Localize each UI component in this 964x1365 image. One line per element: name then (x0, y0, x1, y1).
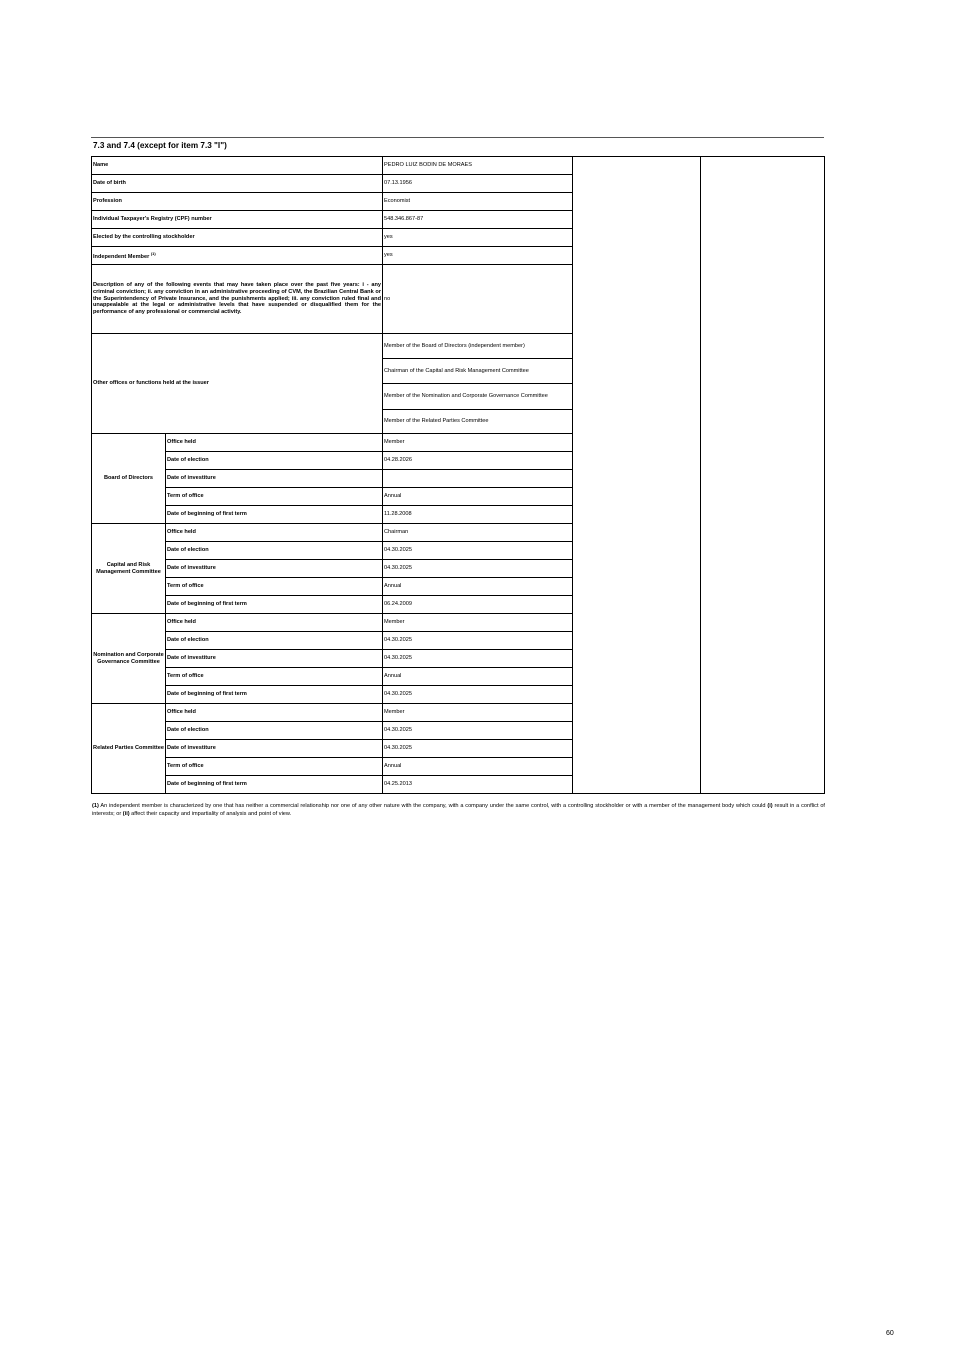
events-value: no (383, 265, 573, 334)
group-row-label: Date of beginning of first term (166, 686, 383, 704)
profession-value: Economist (383, 193, 573, 211)
group-row-value: 04.30.2025 (383, 722, 573, 740)
group-row-label: Office held (166, 614, 383, 632)
group-row-label: Date of beginning of first term (166, 596, 383, 614)
other-offices-label: Other offices or functions held at the issuer (92, 334, 383, 434)
group-name: Related Parties Committee (92, 704, 166, 794)
group-row-value: 04.28.2026 (383, 452, 573, 470)
group-row-value: 04.30.2025 (383, 650, 573, 668)
group-row-label: Term of office (166, 578, 383, 596)
blank-column-2 (701, 157, 825, 794)
group-name: Nomination and Corporate Governance Committee (92, 614, 166, 704)
group-name: Capital and Risk Management Committee (92, 524, 166, 614)
group-row-label: Term of office (166, 668, 383, 686)
group-row-label: Date of beginning of first term (166, 776, 383, 794)
group-row-label: Term of office (166, 488, 383, 506)
header-rule (91, 137, 824, 138)
group-row-value: Annual (383, 758, 573, 776)
other-office-item: Chairman of the Capital and Risk Management Committee (383, 359, 573, 384)
group-row-value: Annual (383, 488, 573, 506)
group-row-value: Annual (383, 578, 573, 596)
group-row-value: 04.30.2025 (383, 632, 573, 650)
group-row-value: Member (383, 704, 573, 722)
group-row-label: Date of investiture (166, 650, 383, 668)
group-row-value (383, 470, 573, 488)
group-row-label: Date of investiture (166, 470, 383, 488)
group-row-label: Date of investiture (166, 560, 383, 578)
group-row-value: Annual (383, 668, 573, 686)
group-row-label: Date of investiture (166, 740, 383, 758)
footnote-item-ii: (ii) (122, 811, 130, 818)
group-row-value: 04.30.2025 (383, 686, 573, 704)
group-row-label: Date of election (166, 542, 383, 560)
profession-label: Profession (92, 193, 383, 211)
independent-label-text: Independent Member (93, 253, 150, 260)
cpf-label: Individual Taxpayer's Registry (CPF) number (92, 211, 383, 229)
footnote-text-3: affect their capacity and impartiality of analysis and point of view. (129, 811, 292, 818)
group-row-label: Date of election (166, 722, 383, 740)
group-row-value: 11.28.2008 (383, 506, 573, 524)
name-label: Name (92, 157, 383, 175)
footnote-text-2: result in a conflict of interests; or (92, 803, 825, 818)
footnote-reference: (1) (150, 250, 156, 256)
table-row (92, 157, 825, 175)
group-row-value: 04.30.2025 (383, 542, 573, 560)
cpf-value: 548.346.867-87 (383, 211, 573, 229)
group-row-label: Date of election (166, 452, 383, 470)
other-office-item: Member of the Related Parties Committee (383, 410, 573, 434)
director-info-table (91, 156, 825, 794)
group-row-value: Member (383, 614, 573, 632)
group-row-label: Date of election (166, 632, 383, 650)
group-row-label: Office held (166, 524, 383, 542)
group-name: Board of Directors (92, 434, 166, 524)
other-office-item: Member of the Board of Directors (independent member) (383, 334, 573, 359)
footnote-marker: (1) (92, 803, 99, 809)
group-row-label: Office held (166, 434, 383, 452)
name-value: PEDRO LUIZ BODIN DE MORAES (383, 157, 573, 175)
group-row-label: Date of beginning of first term (166, 506, 383, 524)
events-description: Description of any of the following events that may have taken place over the past five years: i - any criminal conviction; ii. any conviction in an administrative proceeding of CVM, the Brazilian Central Bank or the Superintendency of Private Insurance, and the punishments applied; iii. any conviction ruled final and unappealable at the legal or administrative levels that have suspended or disqualified them for the performance of any professional or commercial activity. (92, 265, 383, 334)
blank-column-1 (573, 157, 701, 794)
dob-value: 07.13.1956 (383, 175, 573, 193)
group-row-value: 04.30.2025 (383, 740, 573, 758)
other-office-item: Member of the Nomination and Corporate Governance Committee (383, 384, 573, 410)
footnote-text-1: An independent member is characterized by one that has neither a commercial relationship nor one of any other nature with the company, with a company under the same control, with a controlling stockholder or with a member of the management body which could (98, 803, 768, 809)
footnote (92, 802, 825, 818)
group-row-value: Member (383, 434, 573, 452)
dob-label: Date of birth (92, 175, 383, 193)
group-row-label: Office held (166, 704, 383, 722)
elected-label: Elected by the controlling stockholder (92, 229, 383, 247)
group-row-value: Chairman (383, 524, 573, 542)
independent-value: yes (383, 247, 573, 265)
group-row-value: 06.24.2009 (383, 596, 573, 614)
page-number: 60 (886, 1330, 894, 1337)
independent-label (92, 247, 383, 265)
group-row-label: Term of office (166, 758, 383, 776)
group-row-value: 04.25.2013 (383, 776, 573, 794)
footnote-item-i: (i) (767, 803, 773, 809)
elected-value: yes (383, 229, 573, 247)
group-row-value: 04.30.2025 (383, 560, 573, 578)
section-title: 7.3 and 7.4 (except for item 7.3 "l") (93, 141, 227, 150)
